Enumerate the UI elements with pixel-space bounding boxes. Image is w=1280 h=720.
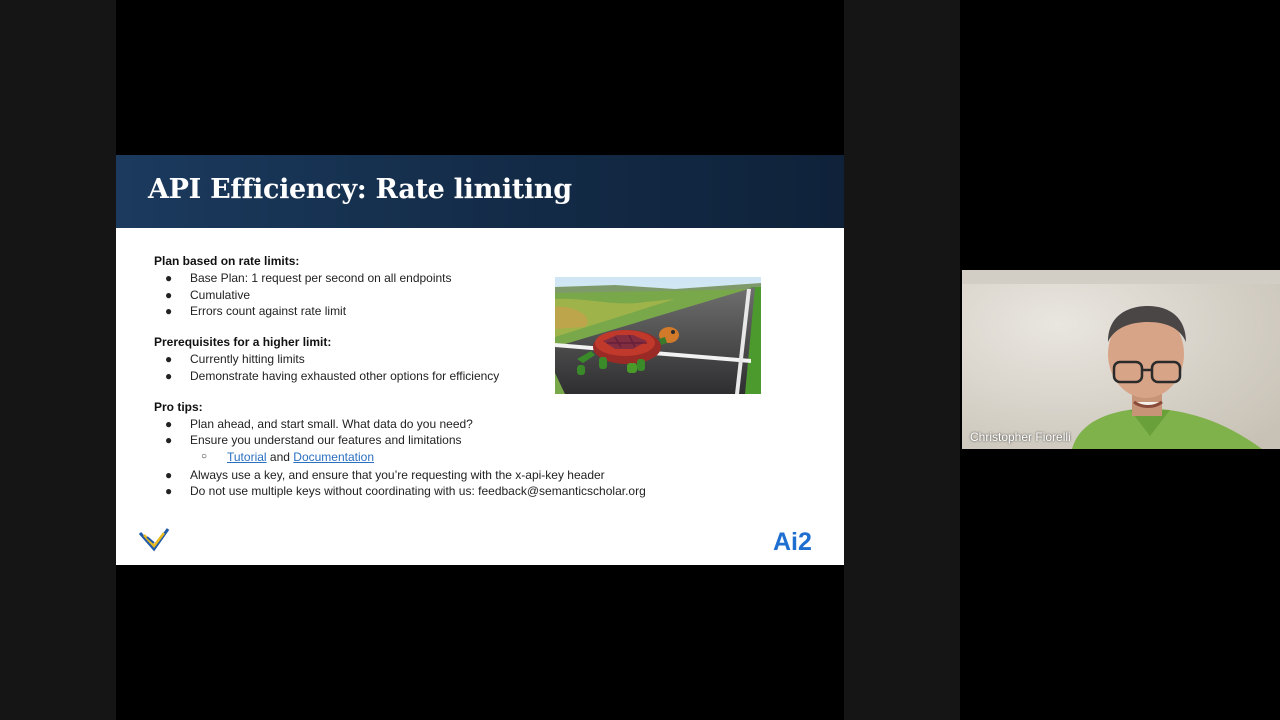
documentation-link[interactable]: Documentation bbox=[293, 449, 375, 464]
section-heading: Prerequisites for a higher limit: bbox=[154, 335, 332, 350]
slide-title: API Efficiency: Rate limiting bbox=[148, 174, 572, 205]
section-heading: Plan based on rate limits: bbox=[154, 254, 300, 268]
semantic-scholar-logo bbox=[138, 527, 172, 555]
section-heading: Pro tips: bbox=[154, 399, 203, 414]
middle-gutter bbox=[844, 0, 960, 720]
ai2-logo bbox=[772, 526, 822, 554]
left-gutter bbox=[0, 0, 116, 720]
list-item: ● Demonstrate having exhausted other options for efficiency bbox=[165, 368, 500, 383]
sub-list-item: ○ Tutorial and Documentation bbox=[201, 449, 375, 464]
slide-header bbox=[116, 155, 844, 228]
list-item: ● Always use a key, and ensure that you’re requesting with the x-api-key header bbox=[165, 467, 605, 482]
participant-name: Christopher Fiorelli bbox=[970, 430, 1071, 444]
section-pro-tips bbox=[154, 399, 674, 501]
list-item: ● Base Plan: 1 request per second on all endpoints bbox=[165, 271, 452, 285]
ai2-logo-text: Ai2 bbox=[773, 528, 812, 554]
participant-video-tile[interactable] bbox=[962, 270, 1280, 449]
list-item: ● Ensure you understand our features and limitations bbox=[165, 433, 462, 448]
turtle-road-image bbox=[555, 277, 761, 394]
list-item: ● Do not use multiple keys without coordinating with us: feedback@semanticscholar.org bbox=[165, 484, 646, 499]
list-item: ● Errors count against rate limit bbox=[165, 304, 347, 319]
list-item: ● Currently hitting limits bbox=[165, 352, 305, 367]
list-item: ● Plan ahead, and start small. What data do you need? bbox=[165, 416, 473, 431]
participant-video bbox=[962, 270, 1280, 449]
list-item: ● Cumulative bbox=[165, 287, 251, 302]
presentation-slide bbox=[116, 155, 844, 565]
tutorial-link[interactable]: Tutorial bbox=[227, 449, 267, 464]
